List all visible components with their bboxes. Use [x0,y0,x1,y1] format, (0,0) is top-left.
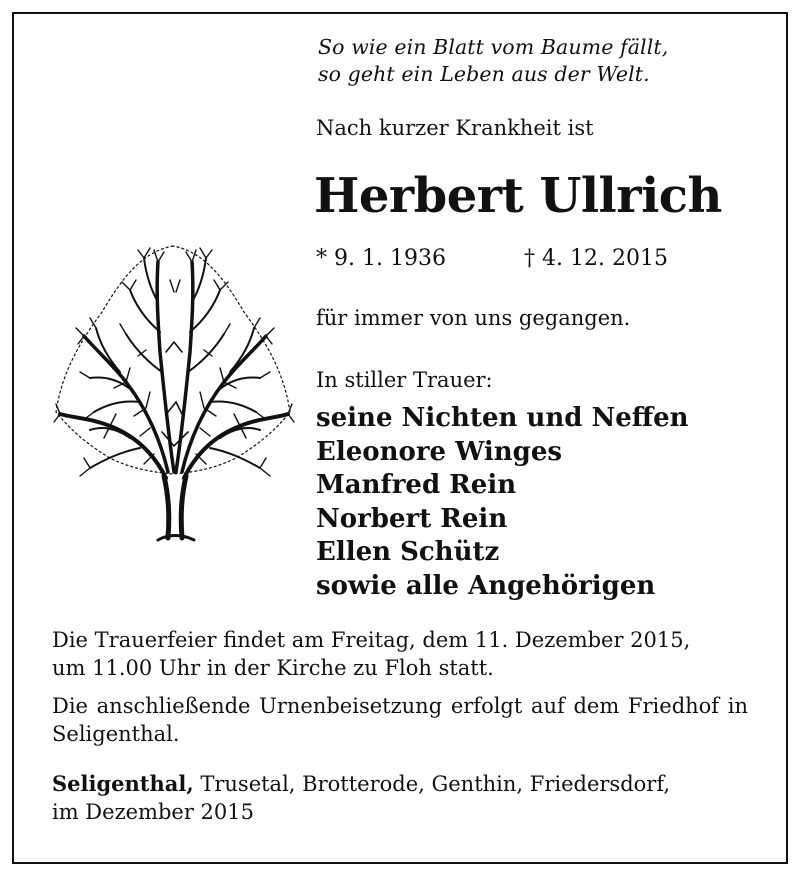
mourner-list [316,402,689,603]
motto-line-2: so geht ein Leben aus der Welt. [318,62,650,86]
death-date: † 4. 12. 2015 [524,246,668,271]
mourner-name: Ellen Schütz [316,537,500,567]
motto-line-1: So wie ein Blatt vom Baume fällt, [318,35,669,59]
place-date-line: im Dezember 2015 [52,800,255,824]
place-date [52,770,748,826]
mourner-name: Eleonore Winges [316,436,562,467]
intro-text: Nach kurzer Krankheit ist [316,116,594,140]
mourner-name: Manfred Rein [316,470,517,500]
funeral-line-2: um 11.00 Uhr in der Kirche zu Floh statt. [52,656,494,680]
place-name: Seligenthal, [52,771,194,796]
burial-info: Die anschließende Urnenbeisetzung erfolgt auf dem Friedhof in Seligenthal. [52,694,748,746]
passed-text: für immer von uns gegangen. [316,306,631,330]
mourning-heading: In stiller Trauer: [316,368,493,392]
mourner-name: sowie alle Angehörigen [316,570,656,601]
tree-icon [50,232,296,544]
motto [318,34,668,88]
funeral-line-1: Die Trauerfeier findet am Freitag, dem 11. Dezember 2015, [52,628,691,652]
place-towns: Trusetal, Brotterode, Genthin, Friedersdorf, [193,772,671,796]
birth-date: * 9. 1. 1936 [316,246,446,271]
mourner-name: seine Nichten und Neffen [316,403,689,433]
funeral-info [52,626,748,682]
mourner-name: Norbert Rein [316,503,508,534]
deceased-name: Herbert Ullrich [314,168,722,224]
